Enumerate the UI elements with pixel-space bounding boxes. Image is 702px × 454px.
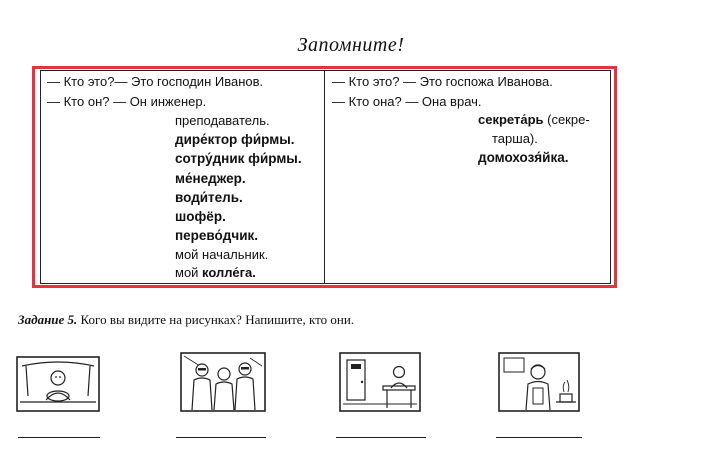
dialog-line: — Кто он? — Он инженер. <box>47 94 207 109</box>
task-text: Кого вы видите на рисунках? Напишите, кто они. <box>77 312 355 327</box>
vocabulary-table <box>40 70 611 284</box>
profession-item: води́тель. <box>175 189 243 205</box>
dialog-line: — Кто она? — Она врач. <box>332 94 482 109</box>
task-label: Задание 5. <box>18 312 78 327</box>
office-worker-picture <box>339 352 421 412</box>
profession-item: дире́ктор фи́рмы. <box>175 132 295 148</box>
driver-picture <box>16 356 100 412</box>
profession-item: шофёр. <box>175 209 226 224</box>
profession-bold: колле́га. <box>202 265 256 280</box>
answer-line[interactable] <box>336 437 426 438</box>
profession-item: преподаватель. <box>175 113 270 128</box>
profession-item <box>478 112 590 128</box>
answer-line[interactable] <box>18 437 100 438</box>
answer-line[interactable] <box>176 437 266 438</box>
profession-prefix: мой <box>175 265 203 280</box>
profession-item: сотру́дник фи́рмы. <box>175 151 302 167</box>
task-instruction <box>18 312 354 328</box>
housewife-kitchen-picture <box>498 352 580 412</box>
right-column <box>325 71 610 283</box>
answer-line[interactable] <box>496 437 582 438</box>
profession-item <box>175 265 256 281</box>
profession-item: домохозя́йка. <box>478 150 569 165</box>
profession-item: перево́дчик. <box>175 228 258 244</box>
profession-item: тарша). <box>492 131 538 146</box>
page-title: Запомните! <box>297 34 405 56</box>
profession-item: мой начальник. <box>175 247 269 263</box>
profession-item: ме́неджер. <box>175 170 246 186</box>
three-people-picture <box>180 352 266 412</box>
profession-bold: секрета́рь <box>478 112 544 127</box>
profession-rest: (секре- <box>543 112 590 127</box>
dialog-line: — Кто это?— Это господин Иванов. <box>47 74 264 89</box>
dialog-line: — Кто это? — Это госпожа Иванова. <box>332 74 553 89</box>
left-column <box>41 71 325 283</box>
